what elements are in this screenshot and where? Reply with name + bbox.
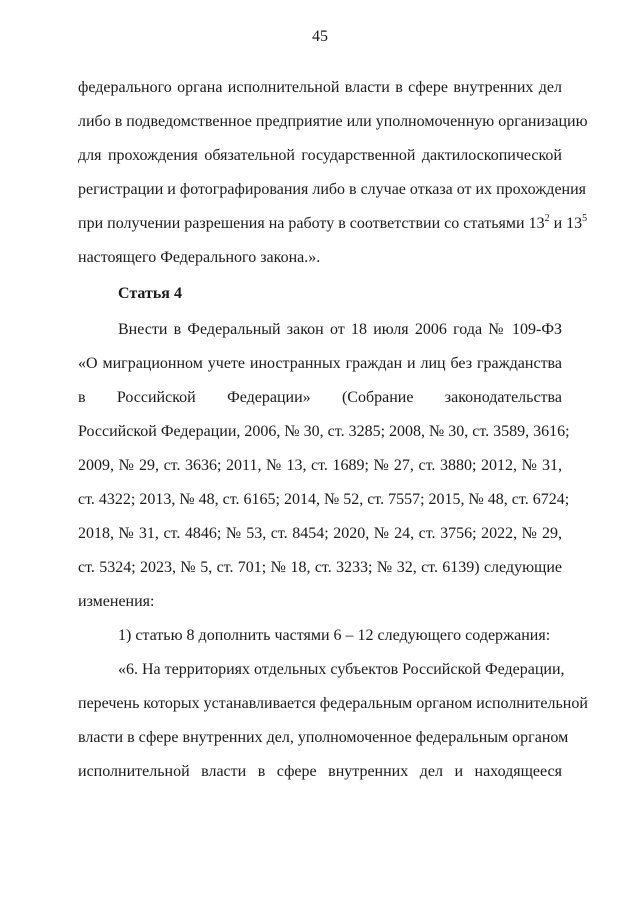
page-number: 45 (312, 28, 328, 45)
text-line: федерального органа исполнительной власти в сфере внутренних дел (78, 79, 562, 96)
text-line: 2009, № 29, ст. 3636; 2011, № 13, ст. 1689; № 27, ст. 3880; 2012, № 31, (78, 457, 562, 474)
text-line: ст. 4322; 2013, № 48, ст. 6165; 2014, № 52, ст. 7557; 2015, № 48, ст. 6724; (78, 491, 570, 508)
superscript: 5 (582, 213, 588, 224)
text-line: исполнительной власти в сфере внутренних дел и находящееся (78, 763, 562, 780)
text-line: изменения: (78, 593, 155, 610)
text-line: 2018, № 31, ст. 4846; № 53, ст. 8454; 2020, № 24, ст. 3756; 2022, № 29, (78, 525, 562, 542)
text-line: власти в сфере внутренних дел, уполномоченное федеральным органом (78, 729, 569, 746)
text-line: перечень которых устанавливается федеральным органом исполнительной (78, 695, 588, 712)
text-fragment: при получении разрешения на работу в соответствии со статьями 13 (78, 215, 545, 232)
text-line: в Российской Федерации» (Собрание законодательства (78, 389, 562, 406)
text-line: либо в подведомственное предприятие или уполномоченную организацию (78, 113, 588, 130)
text-line: Российской Федерации, 2006, № 30, ст. 3285; 2008, № 30, ст. 3589, 3616; (78, 423, 570, 440)
text-line: Внести в Федеральный закон от 18 июля 2006 года № 109-ФЗ (118, 321, 562, 338)
text-line: для прохождения обязательной государственной дактилоскопической (78, 147, 562, 164)
text-line-with-superscripts (78, 213, 588, 234)
superscript: 2 (544, 213, 550, 224)
text-line: настоящего Федерального закона.». (78, 249, 321, 266)
text-fragment: и 13 (549, 215, 583, 232)
text-line: «6. На территориях отдельных субъектов Российской Федерации, (118, 661, 565, 678)
text-line: 1) статью 8 дополнить частями 6 – 12 следующего содержания: (118, 627, 551, 644)
text-line: «О миграционном учете иностранных граждан и лиц без гражданства (78, 355, 562, 372)
text-line: ст. 5324; 2023, № 5, ст. 701; № 18, ст. 3233; № 32, ст. 6139) следующие (78, 559, 562, 576)
text-line: регистрации и фотографирования либо в случае отказа от их прохождения (78, 181, 587, 198)
article-heading: Статья 4 (118, 285, 182, 302)
